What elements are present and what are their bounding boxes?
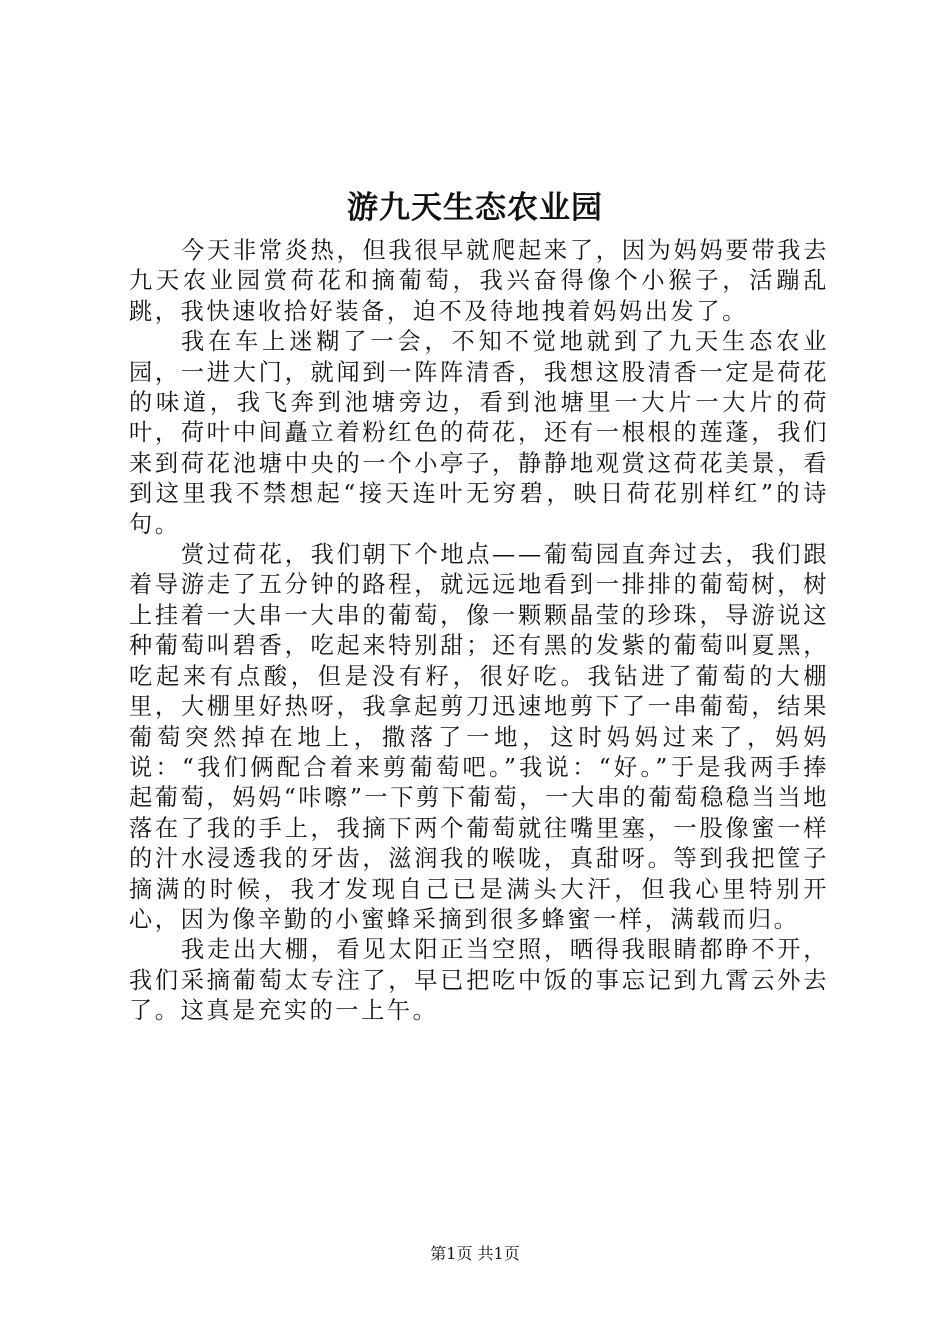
paragraph: 赏过荷花，我们朝下个地点——葡萄园直奔过去，我们跟着导游走了五分钟的路程，就远远地看到一排排的葡萄树，树上挂着一大串一大串的葡萄，像一颗颗晶莹的珍珠，导游说这种葡萄叫碧香，吃起来特别甜；还有黑的发紫的葡萄叫夏黑，吃起来有点酸，但是没有籽，很好吃。我钻进了葡萄的大棚里，大棚里好热呀，我拿起剪刀迅速地剪下了一串葡萄，结果葡萄突然掉在地上，撒落了一地，这时妈妈过来了，妈妈说：“我们俩配合着来剪葡萄吧。”我说：“好。”于是我两手捧起葡萄，妈妈“咔嚓”一下剪下葡萄，一大串的葡萄稳稳当当地落在了我的手上，我摘下两个葡萄就往嘴里塞，一股像蜜一样的汁水浸透我的牙齿，滋润我的喉咙，真甜呀。等到我把筐子摘满的时候，我才发现自己已是满头大汗，但我心里特别开心，因为像辛勤的小蜜蜂采摘到很多蜂蜜一样，满载而归。 xyxy=(129,541,829,933)
document-title: 游九天生态农业园 xyxy=(347,190,603,226)
paragraph: 我走出大棚，看见太阳正当空照，晒得我眼睛都睁不开，我们采摘葡萄太专注了，早已把吃中饭的事忘记到九霄云外去了。这真是充实的一上午。 xyxy=(129,936,829,1025)
paragraph: 我在车上迷糊了一会，不知不觉地就到了九天生态农业园，一进大门，就闻到一阵阵清香，我想这股清香一定是荷花的味道，我飞奔到池塘旁边，看到池塘里一大片一大片的荷叶，荷叶中间矗立着粉红色的荷花，还有一根根的莲蓬，我们来到荷花池塘中央的一个小亭子，静静地观赏这荷花美景，看到这里我不禁想起“接天连叶无穷碧，映日荷花别样红”的诗句。 xyxy=(129,328,829,538)
document-body xyxy=(129,236,829,1027)
paragraph: 今天非常炎热，但我很早就爬起来了，因为妈妈要带我去九天农业园赏荷花和摘葡萄，我兴奋得像个小猴子，活蹦乱跳，我快速收拾好装备，迫不及待地拽着妈妈出发了。 xyxy=(129,237,829,325)
page-number-footer: 第1页 共1页 xyxy=(430,1244,520,1263)
